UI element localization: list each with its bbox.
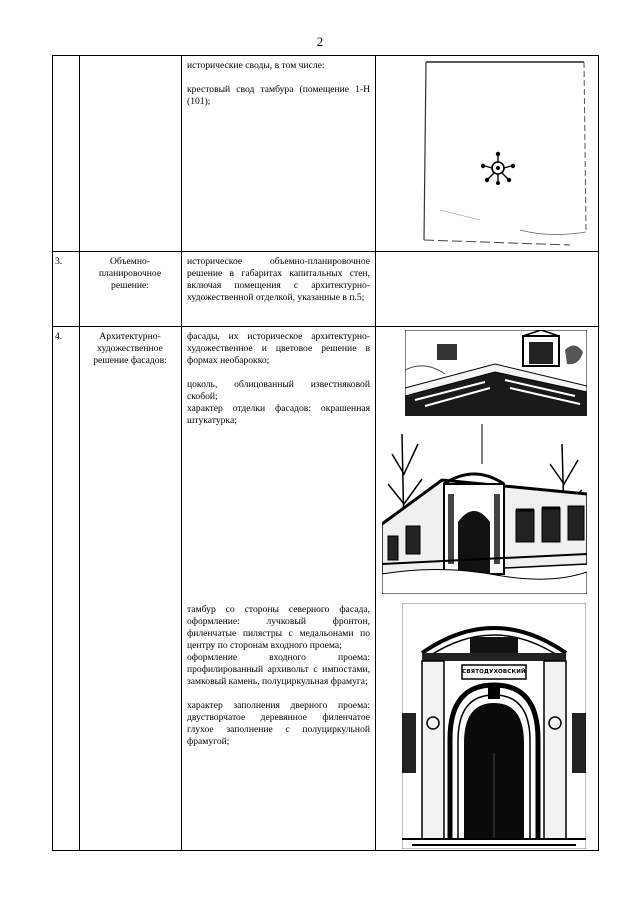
- column-divider: [375, 55, 376, 851]
- table-row-3-text: [187, 256, 370, 316]
- column-divider: [181, 55, 182, 851]
- tambour-text: тамбур со стороны северного фасада, оформление: лучковый фронтон, филенчатые пилястры с медальонами по центру по сторонам входного проема;: [187, 604, 370, 651]
- page-number: 2: [316, 34, 324, 49]
- row-name-4: Архитектурно-художественное решение фасадов:: [93, 331, 167, 366]
- facade-finish-text: характер отделки фасадов: окрашенная штукатурка;: [187, 403, 370, 426]
- column-divider: [79, 55, 80, 851]
- entrance-decoration-text: оформление входного проема: профилированный архивольт с импостами, замковый камень, полуциркульная фрамуга;: [187, 652, 370, 687]
- facade-corner-photo: [405, 330, 587, 416]
- church-name-sign: СВЯТОДУХОВСКИЙ: [462, 669, 526, 675]
- volume-planning-text: историческое объемно-планировочное решение в габаритах капитальных стен, включая помещения с архитектурно-художественной отделкой, указанные в п.5;: [187, 256, 370, 303]
- facade-colour-text: фасады, их историческое архитектурно-художественное и цветовое решение в формах необарокко;: [187, 331, 370, 366]
- row-number-3: 3.: [55, 256, 63, 267]
- entrance-tambour-photo: [402, 603, 586, 849]
- plinth-text: цоколь, облицованный известняковой скобой;: [187, 379, 370, 402]
- row-name-3: Объемно-планировочное решение:: [98, 256, 162, 291]
- row-number-4: 4.: [55, 331, 63, 342]
- facade-text-block-2: [187, 604, 370, 760]
- row-divider: [52, 251, 599, 252]
- vaults-text: исторические своды, в том числе:: [187, 60, 325, 71]
- facade-text-block-1: [187, 331, 370, 439]
- row-divider: [52, 326, 599, 327]
- tambour-vault-text: крестовый свод тамбура (помещение 1-Н (101);: [187, 84, 370, 107]
- table-row-1-text: [187, 60, 370, 120]
- vault-ceiling-photo: [420, 60, 590, 248]
- door-filling-text: характер заполнения дверного проема: двустворчатое деревянное филенчатое глухое заполнение с полуциркульной фрамугой;: [187, 700, 370, 747]
- building-facade-photo: [382, 424, 587, 594]
